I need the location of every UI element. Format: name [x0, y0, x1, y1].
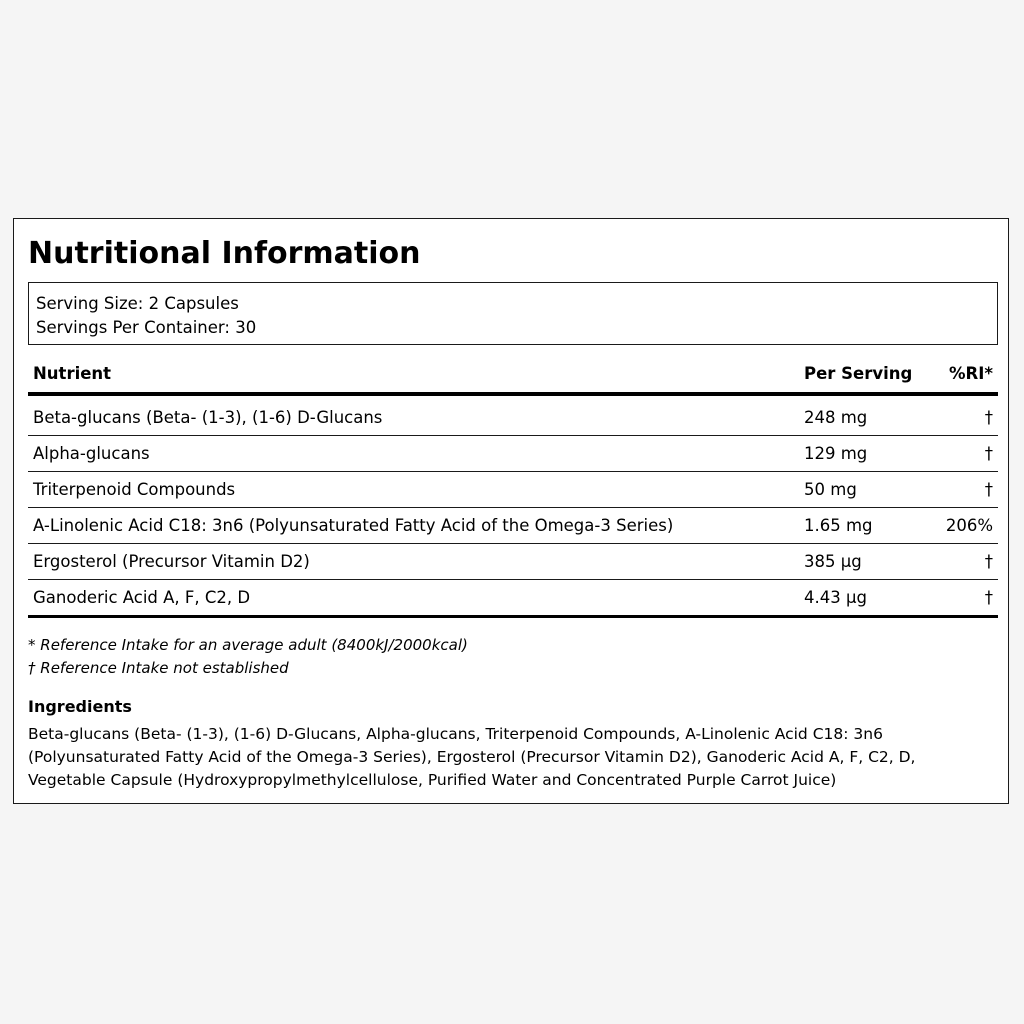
table-row	[28, 400, 998, 436]
nutrient-name: Alpha-glucans	[33, 444, 150, 463]
nutrient-ri: †	[984, 588, 993, 607]
nutrient-per-serving: 129 mg	[804, 444, 868, 463]
serving-info-box	[28, 282, 998, 345]
page-title: Nutritional Information	[28, 236, 421, 271]
nutrient-per-serving: 248 mg	[804, 408, 868, 427]
nutrient-per-serving: 385 µg	[804, 552, 862, 571]
nutrient-name: Ganoderic Acid A, F, C2, D	[33, 588, 251, 607]
servings-per-container: Servings Per Container: 30	[36, 318, 257, 337]
nutrient-ri: †	[984, 552, 993, 571]
nutrient-ri: †	[984, 444, 993, 463]
nutrient-ri: †	[984, 480, 993, 499]
table-row	[28, 580, 998, 618]
header-nutrient: Nutrient	[33, 364, 112, 383]
nutrition-panel	[13, 218, 1009, 804]
nutrient-per-serving: 4.43 µg	[804, 588, 867, 607]
nutrition-table	[28, 356, 998, 618]
footnote-not-established: † Reference Intake not established	[28, 659, 289, 677]
nutrient-name: A-Linolenic Acid C18: 3n6 (Polyunsaturated Fatty Acid of the Omega-3 Series)	[33, 516, 674, 535]
footnote-reference-intake: * Reference Intake for an average adult (8400kJ/2000kcal)	[28, 636, 468, 654]
table-row	[28, 436, 998, 472]
nutrient-per-serving: 50 mg	[804, 480, 857, 499]
table-row	[28, 544, 998, 580]
header-per-serving: Per Serving	[804, 364, 913, 383]
nutrient-ri: 206%	[945, 516, 993, 535]
table-row	[28, 508, 998, 544]
table-header-row	[28, 356, 998, 396]
ingredients-heading: Ingredients	[28, 697, 132, 716]
nutrient-name: Ergosterol (Precursor Vitamin D2)	[33, 552, 310, 571]
table-row	[28, 472, 998, 508]
nutrient-ri: †	[984, 408, 993, 427]
nutrient-name: Beta-glucans (Beta- (1-3), (1-6) D-Glucans	[33, 408, 383, 427]
nutrient-per-serving: 1.65 mg	[804, 516, 873, 535]
serving-size: Serving Size: 2 Capsules	[36, 294, 239, 313]
header-ri: %RI*	[948, 364, 993, 383]
nutrient-name: Triterpenoid Compounds	[33, 480, 236, 499]
footnotes	[28, 634, 468, 680]
ingredients-text: Beta-glucans (Beta- (1-3), (1-6) D-Glucans, Alpha-glucans, Triterpenoid Compounds, A-Linolenic Acid C18: 3n6 (Polyunsaturated Fatty Acid of the Omega-3 Series), Ergosterol (Precursor Vitamin D2), Ganoderic Acid A, F, C2, D, Vegetable Capsule (Hydroxypropylmethylcellulose, Purified Water and Concentrated Purple Carrot Juice)	[28, 725, 916, 789]
